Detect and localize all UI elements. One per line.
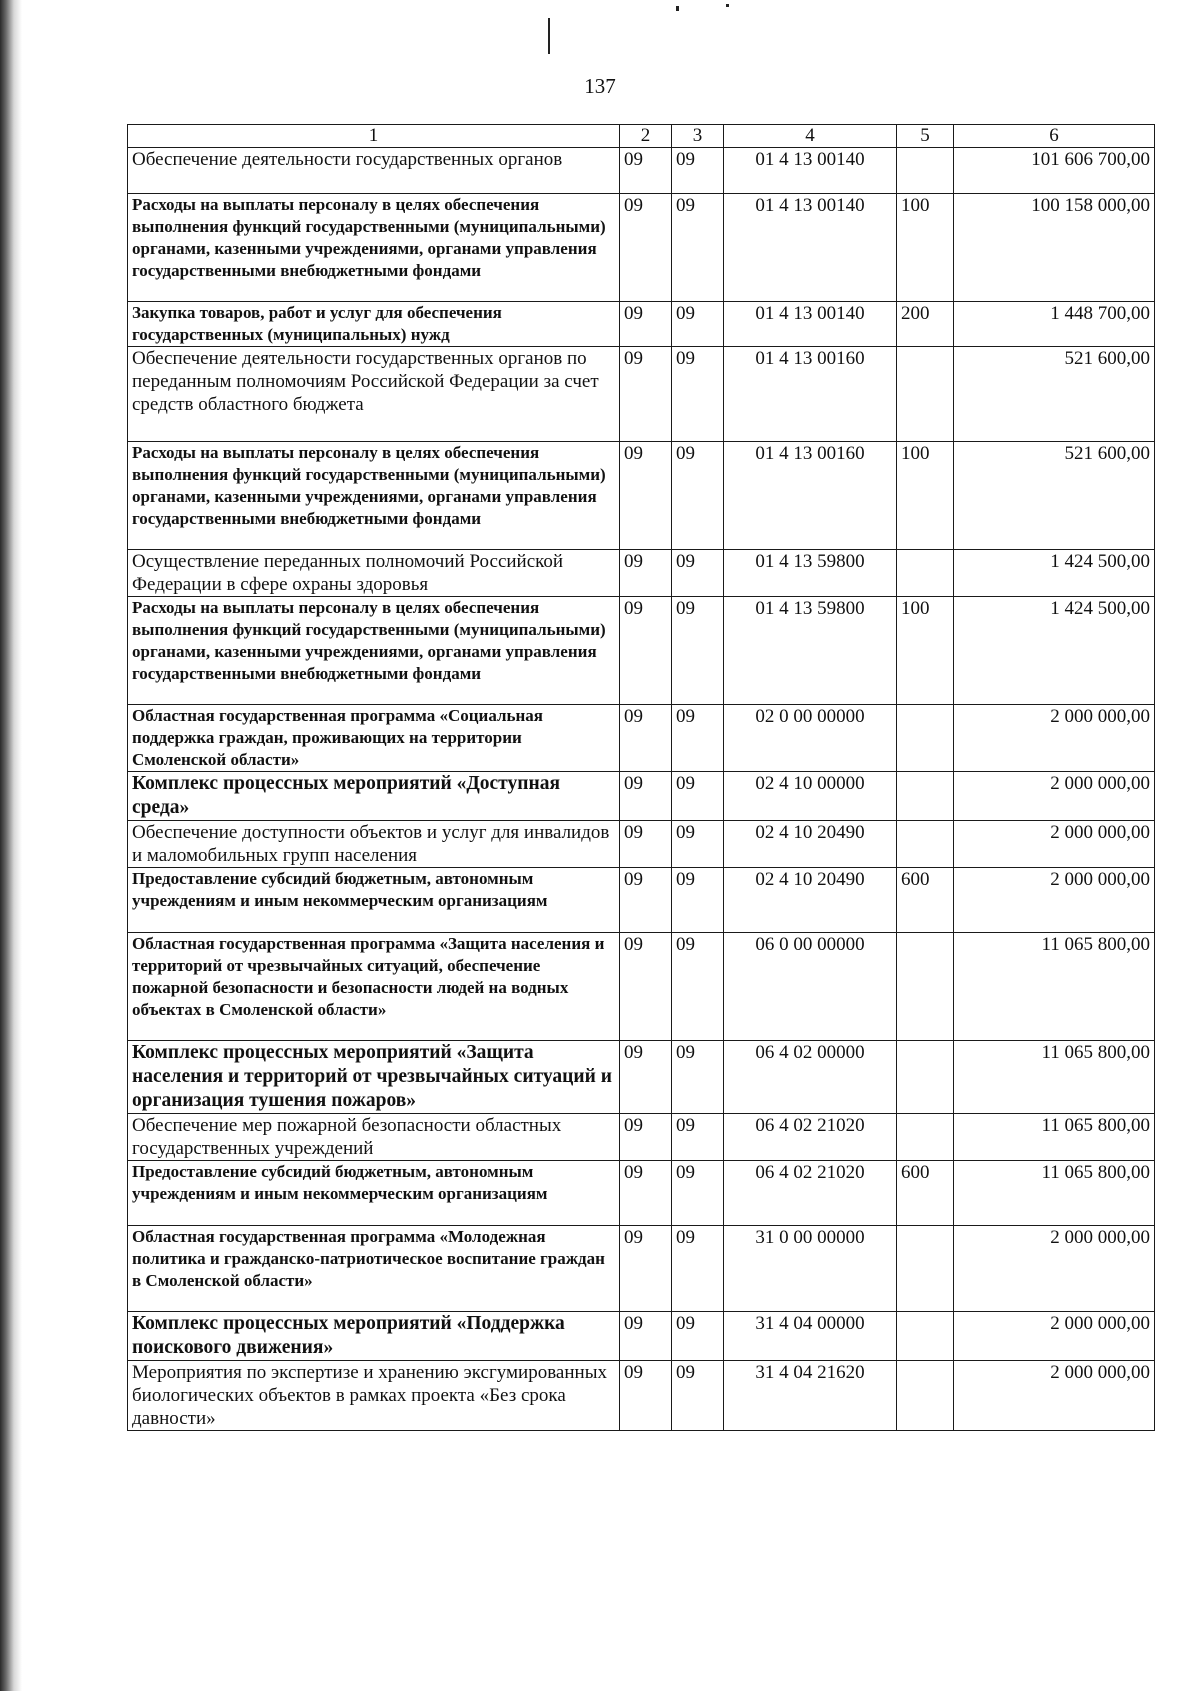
target-article-code: 06 4 02 21020 (724, 1161, 897, 1226)
table-row (128, 442, 1155, 550)
subsection-code: 09 (672, 705, 724, 772)
row-name: Комплекс процессных мероприятий «Поддержка поискового движения» (128, 1312, 620, 1361)
target-article-code: 02 4 10 20490 (724, 821, 897, 868)
expense-type-code (897, 772, 954, 821)
amount: 2 000 000,00 (954, 1312, 1155, 1361)
row-name: Комплекс процессных мероприятий «Защита населения и территорий от чрезвычайных ситуаций и организация тушения пожаров» (128, 1041, 620, 1114)
row-name: Закупка товаров, работ и услуг для обеспечения государственных (муниципальных) нужд (128, 302, 620, 347)
scan-mark-tick (726, 4, 729, 7)
table-row (128, 868, 1155, 933)
column-header: 6 (954, 125, 1155, 148)
scan-mark-line (548, 18, 550, 54)
row-name: Обеспечение деятельности государственных органов (128, 148, 620, 194)
table-row (128, 1161, 1155, 1226)
subsection-code: 09 (672, 821, 724, 868)
target-article-code: 01 4 13 00160 (724, 442, 897, 550)
subsection-code: 09 (672, 772, 724, 821)
amount: 521 600,00 (954, 347, 1155, 442)
budget-table (127, 124, 1155, 1431)
section-code: 09 (620, 1114, 672, 1161)
target-article-code: 01 4 13 00140 (724, 148, 897, 194)
target-article-code: 02 4 10 00000 (724, 772, 897, 821)
row-name: Предоставление субсидий бюджетным, автономным учреждениям и иным некоммерческим организациям (128, 868, 620, 933)
target-article-code: 06 4 02 00000 (724, 1041, 897, 1114)
table-row (128, 194, 1155, 302)
section-code: 09 (620, 1161, 672, 1226)
expense-type-code (897, 1361, 954, 1431)
row-name: Осуществление переданных полномочий Российской Федерации в сфере охраны здоровья (128, 550, 620, 597)
amount: 2 000 000,00 (954, 705, 1155, 772)
column-header: 5 (897, 125, 954, 148)
subsection-code: 09 (672, 1361, 724, 1431)
amount: 2 000 000,00 (954, 1361, 1155, 1431)
amount: 2 000 000,00 (954, 821, 1155, 868)
table-row (128, 550, 1155, 597)
table-row (128, 1361, 1155, 1431)
table-row (128, 1226, 1155, 1312)
target-article-code: 02 0 00 00000 (724, 705, 897, 772)
table-row (128, 597, 1155, 705)
section-code: 09 (620, 705, 672, 772)
row-name: Расходы на выплаты персоналу в целях обеспечения выполнения функций государственными (муниципальными) органами, казенными учреждениями, органами управления государственными внебюджетными фондами (128, 442, 620, 550)
row-name: Областная государственная программа «Социальная поддержка граждан, проживающих на территории Смоленской области» (128, 705, 620, 772)
target-article-code: 31 4 04 00000 (724, 1312, 897, 1361)
expense-type-code (897, 347, 954, 442)
target-article-code: 31 4 04 21620 (724, 1361, 897, 1431)
expense-type-code: 100 (897, 442, 954, 550)
row-name: Обеспечение деятельности государственных органов по переданным полномочиям Российской Федерации за счет средств областного бюджета (128, 347, 620, 442)
section-code: 09 (620, 933, 672, 1041)
column-header: 4 (724, 125, 897, 148)
row-name: Мероприятия по экспертизе и хранению эксгумированных биологических объектов в рамках проекта «Без срока давности» (128, 1361, 620, 1431)
amount: 11 065 800,00 (954, 1161, 1155, 1226)
scan-shadow-edge (0, 0, 22, 1691)
page-number: 137 (584, 74, 616, 98)
subsection-code: 09 (672, 148, 724, 194)
expense-type-code: 600 (897, 868, 954, 933)
section-code: 09 (620, 1226, 672, 1312)
subsection-code: 09 (672, 868, 724, 933)
section-code: 09 (620, 148, 672, 194)
amount: 521 600,00 (954, 442, 1155, 550)
target-article-code: 01 4 13 00140 (724, 302, 897, 347)
expense-type-code (897, 1226, 954, 1312)
target-article-code: 02 4 10 20490 (724, 868, 897, 933)
table-row (128, 1114, 1155, 1161)
expense-type-code (897, 1041, 954, 1114)
section-code: 09 (620, 347, 672, 442)
row-name: Областная государственная программа «Защита населения и территорий от чрезвычайных ситуаций, обеспечение пожарной безопасности и безопасности людей на водных объектах в Смоленской области» (128, 933, 620, 1041)
subsection-code: 09 (672, 550, 724, 597)
expense-type-code (897, 1312, 954, 1361)
section-code: 09 (620, 302, 672, 347)
section-code: 09 (620, 1312, 672, 1361)
table-row (128, 1041, 1155, 1114)
scan-mark-dot (676, 6, 679, 11)
subsection-code: 09 (672, 442, 724, 550)
subsection-code: 09 (672, 1161, 724, 1226)
expense-type-code: 200 (897, 302, 954, 347)
amount: 101 606 700,00 (954, 148, 1155, 194)
row-name: Расходы на выплаты персоналу в целях обеспечения выполнения функций государственными (муниципальными) органами, казенными учреждениями, органами управления государственными внебюджетными фондами (128, 597, 620, 705)
row-name: Обеспечение доступности объектов и услуг для инвалидов и маломобильных групп населения (128, 821, 620, 868)
expense-type-code (897, 550, 954, 597)
target-article-code: 06 4 02 21020 (724, 1114, 897, 1161)
amount: 1 448 700,00 (954, 302, 1155, 347)
subsection-code: 09 (672, 194, 724, 302)
table-row (128, 772, 1155, 821)
column-header: 2 (620, 125, 672, 148)
subsection-code: 09 (672, 933, 724, 1041)
section-code: 09 (620, 1361, 672, 1431)
expense-type-code: 100 (897, 597, 954, 705)
amount: 2 000 000,00 (954, 1226, 1155, 1312)
expense-type-code: 600 (897, 1161, 954, 1226)
amount: 1 424 500,00 (954, 550, 1155, 597)
amount: 11 065 800,00 (954, 1041, 1155, 1114)
target-article-code: 01 4 13 59800 (724, 550, 897, 597)
subsection-code: 09 (672, 302, 724, 347)
amount: 100 158 000,00 (954, 194, 1155, 302)
section-code: 09 (620, 1041, 672, 1114)
expense-type-code (897, 1114, 954, 1161)
row-name: Расходы на выплаты персоналу в целях обеспечения выполнения функций государственными (муниципальными) органами, казенными учреждениями, органами управления государственными внебюджетными фондами (128, 194, 620, 302)
subsection-code: 09 (672, 347, 724, 442)
expense-type-code: 100 (897, 194, 954, 302)
amount: 2 000 000,00 (954, 772, 1155, 821)
target-article-code: 01 4 13 00160 (724, 347, 897, 442)
section-code: 09 (620, 550, 672, 597)
amount: 11 065 800,00 (954, 933, 1155, 1041)
section-code: 09 (620, 772, 672, 821)
row-name: Предоставление субсидий бюджетным, автономным учреждениям и иным некоммерческим организациям (128, 1161, 620, 1226)
row-name: Комплекс процессных мероприятий «Доступная среда» (128, 772, 620, 821)
expense-type-code (897, 148, 954, 194)
target-article-code: 01 4 13 00140 (724, 194, 897, 302)
table-row (128, 148, 1155, 194)
amount: 11 065 800,00 (954, 1114, 1155, 1161)
amount: 2 000 000,00 (954, 868, 1155, 933)
expense-type-code (897, 821, 954, 868)
expense-type-code (897, 933, 954, 1041)
table-row (128, 347, 1155, 442)
table-row (128, 821, 1155, 868)
row-name: Обеспечение мер пожарной безопасности областных государственных учреждений (128, 1114, 620, 1161)
table-row (128, 1312, 1155, 1361)
subsection-code: 09 (672, 1226, 724, 1312)
section-code: 09 (620, 597, 672, 705)
section-code: 09 (620, 868, 672, 933)
section-code: 09 (620, 194, 672, 302)
column-header: 1 (128, 125, 620, 148)
row-name: Областная государственная программа «Молодежная политика и гражданско-патриотическое воспитание граждан в Смоленской области» (128, 1226, 620, 1312)
table-row (128, 933, 1155, 1041)
target-article-code: 01 4 13 59800 (724, 597, 897, 705)
amount: 1 424 500,00 (954, 597, 1155, 705)
section-code: 09 (620, 821, 672, 868)
table-row (128, 705, 1155, 772)
subsection-code: 09 (672, 1312, 724, 1361)
table-row (128, 302, 1155, 347)
target-article-code: 06 0 00 00000 (724, 933, 897, 1041)
target-article-code: 31 0 00 00000 (724, 1226, 897, 1312)
table-header-row (128, 125, 1155, 148)
expense-type-code (897, 705, 954, 772)
section-code: 09 (620, 442, 672, 550)
column-header: 3 (672, 125, 724, 148)
subsection-code: 09 (672, 1041, 724, 1114)
subsection-code: 09 (672, 1114, 724, 1161)
subsection-code: 09 (672, 597, 724, 705)
